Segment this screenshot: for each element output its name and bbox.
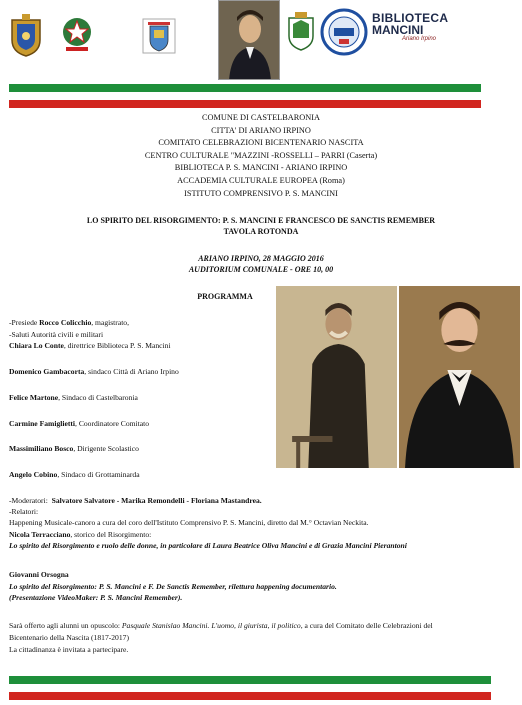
program-item: Angelo Cobino, Sindaco di Grottaminarda bbox=[9, 470, 140, 479]
organizer: BIBLIOTECA P. S. MANCINI - ARIANO IRPINO bbox=[174, 163, 348, 173]
program-item: Domenico Gambacorta, sindaco Città di Ariano Irpino bbox=[9, 367, 179, 376]
italian-republic-emblem-icon bbox=[60, 14, 94, 54]
invite-line: La cittadinanza è invitata a partecipare. bbox=[9, 645, 129, 654]
tricolor-band-top bbox=[9, 84, 481, 108]
library-logo bbox=[372, 12, 462, 46]
portrait-photo-de-sanctis bbox=[399, 286, 520, 468]
booklet-line: Sarà offerto agli alunni un opuscolo: Pasquale Stanislao Mancini. L'uomo, il giurista, il politico, a cura del Comitato delle Celebrazioni del bbox=[9, 621, 433, 630]
tricolor-band-bottom bbox=[9, 676, 491, 700]
speaker1-line: Nicola Terracciano, storico del Risorgimento: bbox=[9, 530, 152, 539]
organizer: CENTRO CULTURALE "MAZZINI -ROSSELLI – PARRI (Caserta) bbox=[144, 150, 378, 160]
portrait-photo-mancini bbox=[276, 286, 397, 468]
booklet-line2: Bicentenario della Nascita (1817-2017) bbox=[9, 633, 129, 642]
organizers-list bbox=[0, 112, 522, 200]
program-heading: PROGRAMMA bbox=[197, 292, 253, 301]
organizer: COMITATO CELEBRAZIONI BICENTENARIO NASCITA bbox=[158, 138, 364, 148]
library-logo-line2: MANCINI bbox=[372, 23, 424, 37]
program-item: Chiara Lo Conte, direttrice Biblioteca P. S. Mancini bbox=[9, 341, 171, 350]
program-item: Carmine Famiglietti, Coordinatore Comitato bbox=[9, 419, 150, 428]
organizer: ISTITUTO COMPRENSIVO P. S. MANCINI bbox=[184, 188, 338, 198]
library-logo-line1: BIBLIOTECA bbox=[372, 11, 449, 25]
library-logo-line3: Ariano Irpino bbox=[402, 36, 437, 42]
program-item: -Saluti Autorità civili e militari bbox=[9, 330, 104, 339]
organizer: COMUNE DI CASTELBARONIA bbox=[202, 113, 320, 122]
speakers-label: -Relatori: bbox=[9, 507, 39, 516]
town-crest-icon bbox=[142, 18, 176, 54]
event-title: LO SPIRITO DEL RISORGIMENTO: P. S. MANCINI E FRANCESCO DE SANCTIS REMEMBER bbox=[86, 216, 436, 225]
event-subtitle: TAVOLA ROTONDA bbox=[223, 227, 299, 236]
program-item: -Presiede Rocco Colicchio, magistrato, bbox=[9, 318, 129, 327]
speaker2-talk: Lo spirito del Risorgimento: P. S. Mancini e F. De Sanctis Remember, rilettura happening documentario. bbox=[9, 582, 337, 591]
event-date: ARIANO IRPINO, 28 MAGGIO 2016 bbox=[198, 254, 324, 263]
organizer: ACCADEMIA CULTURALE EUROPEA (Roma) bbox=[177, 175, 345, 185]
city-crest-icon bbox=[8, 14, 44, 58]
event-date-block bbox=[0, 253, 522, 275]
program-item: Massimiliano Bosco, Dirigente Scolastico bbox=[9, 444, 139, 453]
portrait-image bbox=[218, 0, 280, 80]
portraits bbox=[276, 286, 520, 468]
organizer: CITTA' DI ARIANO IRPINO bbox=[211, 125, 311, 135]
speaker2-line: Giovanni Orsogna bbox=[9, 570, 69, 579]
happening-line: Happening Musicale-canoro a cura del coro dell'Istituto Comprensivo P. S. Mancini, diretto dal M.° Octavian Neckita. bbox=[9, 518, 369, 527]
speaker2-video: (Presentazione VideoMaker: P. S. Mancini Remember). bbox=[9, 593, 183, 602]
event-title-block bbox=[0, 215, 522, 237]
event-venue: AUDITORIUM COMUNALE - ORE 10, 00 bbox=[188, 265, 334, 274]
municipal-crest-icon bbox=[286, 10, 316, 52]
academy-seal-icon bbox=[320, 8, 368, 56]
speaker1-talk: Lo spirito del Risorgimento e ruolo delle donne, in particolare di Laura Beatrice Oliva Mancini e di Grazia Mancini Pierantoni bbox=[9, 541, 407, 550]
moderators-line: -Moderatori: Salvatore Salvatore - Marika Remondelli - Floriana Mastandrea. bbox=[9, 496, 262, 505]
program-item: Felice Martone, Sindaco di Castelbaronia bbox=[9, 393, 138, 402]
